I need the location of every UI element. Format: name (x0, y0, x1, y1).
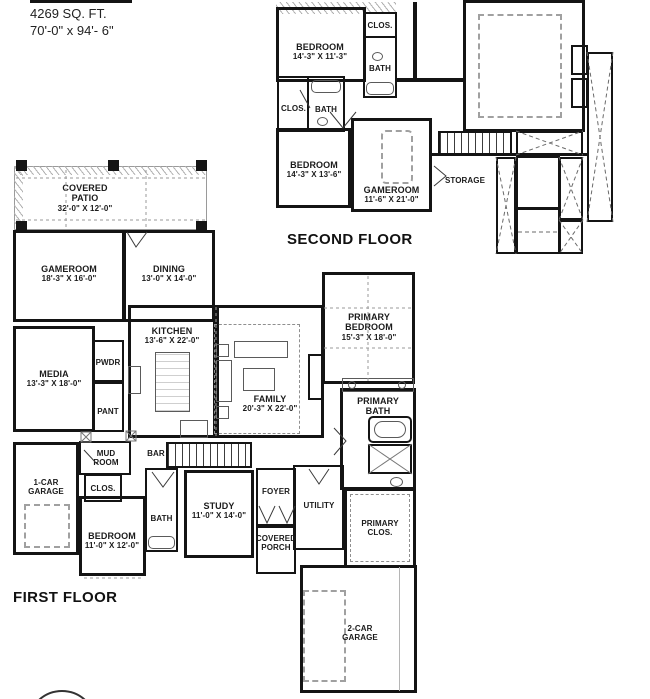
side-table (216, 344, 229, 357)
nightstand-lamp (398, 381, 406, 389)
second-floor-title: SECOND FLOOR (287, 231, 413, 248)
room-label-bar: BAR (147, 449, 165, 458)
room-label-primary-bath: PRIMARY BATH (357, 396, 399, 417)
room-foyer (256, 468, 296, 526)
wall (430, 153, 588, 156)
shower (368, 444, 412, 474)
nightstand-lamp (348, 381, 356, 389)
closet-space (516, 208, 560, 254)
room-label-garage-1: 1-CAR GARAGE (28, 478, 64, 497)
attic-space (587, 52, 613, 222)
coffee-table (243, 368, 275, 391)
first-floor-title: FIRST FLOOR (13, 589, 118, 606)
room-label-garage-2: 2-CAR GARAGE (342, 624, 378, 643)
stairs-first-floor (166, 442, 252, 468)
room-label-covered-porch: COVERED PORCH (255, 534, 297, 553)
attic-space (496, 157, 516, 254)
kitchen-appliance (180, 420, 208, 438)
wall-niche (571, 78, 588, 108)
pool-table (381, 130, 413, 184)
room-label-storage: STORAGE (444, 176, 486, 185)
sofa (234, 341, 288, 358)
stairs-second-floor (438, 131, 512, 155)
wall (395, 78, 465, 82)
wall-ovens (128, 366, 141, 394)
room-label-gameroom-2: GAMEROOM 11'-6" X 21'-0" (363, 185, 420, 205)
kitchen-island (155, 352, 190, 412)
room-label-bath-b: BATH (314, 105, 338, 114)
logo-partial-circle (27, 690, 97, 699)
open-to-below-outline (478, 14, 562, 118)
room-label-bath-a: BATH (368, 64, 392, 73)
column (108, 160, 119, 171)
room-label-media: MEDIA 13'-3" X 18'-0" (26, 369, 82, 389)
garage-door-outline (24, 504, 70, 548)
bathtub (366, 82, 394, 95)
wall-niche (571, 45, 588, 75)
room-label-clos-1: CLOS. (90, 484, 116, 493)
room-label-pant: PANT (97, 407, 119, 416)
room-label-bedroom-a: BEDROOM 14'-3" X 11'-3" (292, 42, 348, 62)
bathtub (311, 80, 341, 93)
toilet (390, 477, 403, 487)
room-label-utility: UTILITY (303, 501, 335, 510)
room-label-clos-a: CLOS. (367, 21, 393, 30)
room-label-foyer: FOYER (261, 487, 291, 496)
room-label-primary-clos: PRIMARY CLOS. (361, 519, 399, 538)
header-bar (30, 0, 132, 3)
room-label-pwdr: PWDR (95, 358, 121, 367)
room-label-bedroom-2: BEDROOM 11'-0" X 12'-0" (84, 531, 140, 551)
bathtub-basin (374, 421, 406, 438)
room-label-covered-patio: COVERED PATIO 32'-0" X 12'-0" (57, 183, 113, 213)
room-label-kitchen: KITCHEN 13'-6" X 22'-0" (144, 326, 200, 346)
column (196, 160, 207, 171)
room-label-family: FAMILY 20'-3" X 22'-0" (242, 394, 298, 414)
room-label-dining: DINING 13'-0" X 14'-0" (141, 264, 197, 284)
room-label-bath-2: BATH (150, 514, 173, 523)
attic-space (559, 220, 583, 254)
column (16, 160, 27, 171)
attic-space (559, 157, 583, 220)
wall (413, 2, 417, 80)
room-label-mud-room: MUD ROOM (93, 449, 119, 468)
room-label-bedroom-b: BEDROOM 14'-3" X 13'-6" (286, 160, 342, 180)
closet-space (516, 156, 560, 209)
plan-overall-dims: 70'-0" x 94'- 6" (30, 23, 114, 38)
attic-space (516, 131, 583, 155)
room-label-primary-bedroom: PRIMARY BEDROOM 15'-3" X 18'-0" (341, 312, 397, 342)
room-label-clos-b: CLOS. (281, 104, 306, 113)
room-label-study: STUDY 11'-0" X 14'-0" (191, 501, 247, 521)
toilet (317, 117, 328, 126)
sink (372, 52, 383, 61)
room-label-gameroom-1: GAMEROOM 18'-3" X 16'-0" (41, 264, 97, 284)
plan-sqft: 4269 SQ. FT. (30, 6, 107, 21)
